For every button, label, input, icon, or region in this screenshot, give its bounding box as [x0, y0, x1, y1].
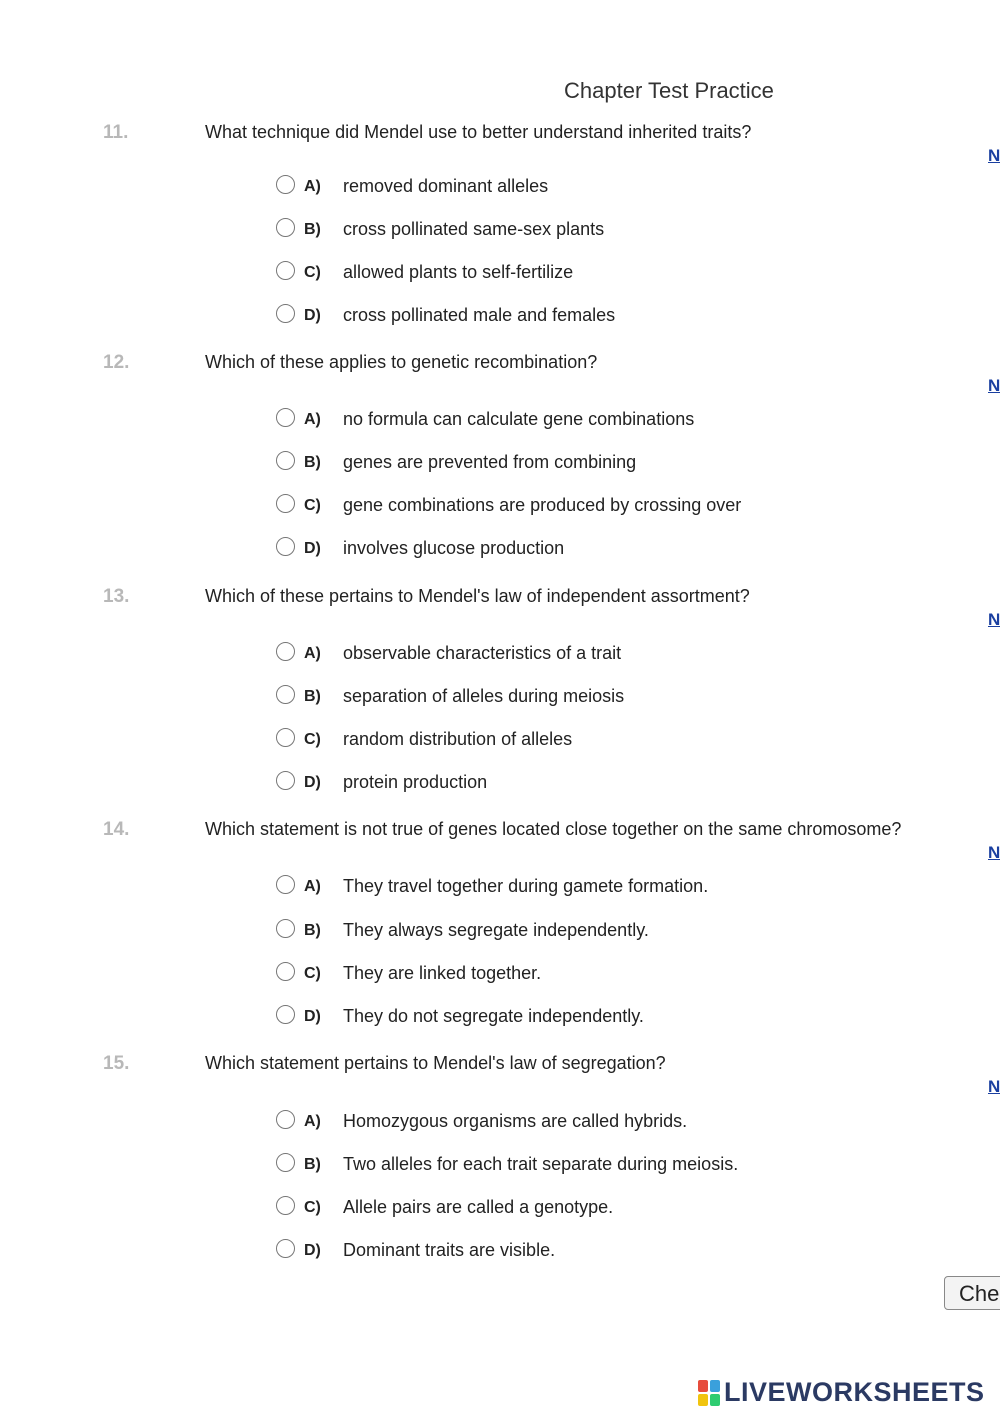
- radio-button[interactable]: [276, 962, 295, 981]
- radio-button[interactable]: [276, 537, 295, 556]
- brand-name: LIVEWORKSHEETS: [724, 1377, 985, 1407]
- check-answers-button[interactable]: Che: [944, 1276, 1000, 1310]
- option-letter: B): [304, 221, 321, 238]
- option-text: gene combinations are produced by crossing over: [343, 495, 742, 515]
- option-text: protein production: [343, 772, 488, 792]
- logo-square-yellow: [698, 1394, 708, 1406]
- option-text: Two alleles for each trait separate during meiosis.: [343, 1154, 739, 1174]
- option-text: separation of alleles during meiosis: [343, 686, 625, 706]
- radio-button[interactable]: [276, 408, 295, 427]
- question-side-link[interactable]: N: [988, 610, 1000, 629]
- option-letter: C): [304, 264, 321, 281]
- radio-button[interactable]: [276, 1196, 295, 1215]
- question-text: Which statement is not true of genes located close together on the same chromosome?: [205, 819, 902, 839]
- option-text: Allele pairs are called a genotype.: [343, 1197, 614, 1217]
- liveworksheets-logo-icon: [698, 1380, 720, 1406]
- option-text: They always segregate independently.: [343, 920, 649, 940]
- option-letter: C): [304, 1199, 321, 1216]
- radio-button[interactable]: [276, 1239, 295, 1258]
- question-number: 15.: [103, 1053, 130, 1074]
- radio-button[interactable]: [276, 451, 295, 470]
- radio-button[interactable]: [276, 175, 295, 194]
- option-letter: A): [304, 411, 321, 428]
- option-letter: B): [304, 688, 321, 705]
- option-letter: D): [304, 307, 321, 324]
- option-text: cross pollinated male and females: [343, 305, 616, 325]
- option-text: They do not segregate independently.: [343, 1006, 644, 1026]
- option-text: removed dominant alleles: [343, 176, 549, 196]
- question-number: 14.: [103, 819, 130, 840]
- question-side-link[interactable]: N: [988, 843, 1000, 862]
- option-letter: C): [304, 731, 321, 748]
- option-text: allowed plants to self-fertilize: [343, 262, 574, 282]
- option-text: no formula can calculate gene combinations: [343, 409, 695, 429]
- option-text: involves glucose production: [343, 538, 565, 558]
- option-letter: B): [304, 922, 321, 939]
- option-letter: D): [304, 1008, 321, 1025]
- radio-button[interactable]: [276, 685, 295, 704]
- option-letter: C): [304, 497, 321, 514]
- radio-button[interactable]: [276, 728, 295, 747]
- option-letter: C): [304, 965, 321, 982]
- radio-button[interactable]: [276, 919, 295, 938]
- radio-button[interactable]: [276, 304, 295, 323]
- option-letter: D): [304, 1242, 321, 1259]
- option-letter: B): [304, 454, 321, 471]
- option-letter: A): [304, 1113, 321, 1130]
- option-text: genes are prevented from combining: [343, 452, 637, 472]
- radio-button[interactable]: [276, 1005, 295, 1024]
- option-text: They travel together during gamete formation.: [343, 876, 709, 896]
- logo-square-blue: [710, 1380, 720, 1392]
- radio-button[interactable]: [276, 642, 295, 661]
- liveworksheets-brand: [698, 1377, 985, 1408]
- radio-button[interactable]: [276, 875, 295, 894]
- option-text: random distribution of alleles: [343, 729, 573, 749]
- question-side-link[interactable]: N: [988, 146, 1000, 165]
- option-letter: A): [304, 645, 321, 662]
- question-side-link[interactable]: N: [988, 376, 1000, 395]
- option-text: Homozygous organisms are called hybrids.: [343, 1111, 688, 1131]
- question-text: Which statement pertains to Mendel's law of segregation?: [205, 1053, 666, 1073]
- question-text: Which of these applies to genetic recombination?: [205, 352, 598, 372]
- option-letter: B): [304, 1156, 321, 1173]
- option-text: They are linked together.: [343, 963, 542, 983]
- option-letter: D): [304, 540, 321, 557]
- option-letter: A): [304, 178, 321, 195]
- page-title: Chapter Test Practice: [564, 78, 774, 103]
- option-text: Dominant traits are visible.: [343, 1240, 556, 1260]
- question-side-link[interactable]: N: [988, 1077, 1000, 1096]
- question-text: Which of these pertains to Mendel's law of independent assortment?: [205, 586, 750, 606]
- option-text: observable characteristics of a trait: [343, 643, 622, 663]
- question-number: 11.: [103, 122, 129, 143]
- question-number: 13.: [103, 586, 130, 607]
- option-letter: D): [304, 774, 321, 791]
- logo-square-green: [710, 1394, 720, 1406]
- question-text: What technique did Mendel use to better understand inherited traits?: [205, 122, 752, 142]
- option-text: cross pollinated same-sex plants: [343, 219, 605, 239]
- radio-button[interactable]: [276, 218, 295, 237]
- option-letter: A): [304, 878, 321, 895]
- logo-square-red: [698, 1380, 708, 1392]
- radio-button[interactable]: [276, 1153, 295, 1172]
- radio-button[interactable]: [276, 261, 295, 280]
- radio-button[interactable]: [276, 771, 295, 790]
- question-number: 12.: [103, 352, 130, 373]
- radio-button[interactable]: [276, 1110, 295, 1129]
- radio-button[interactable]: [276, 494, 295, 513]
